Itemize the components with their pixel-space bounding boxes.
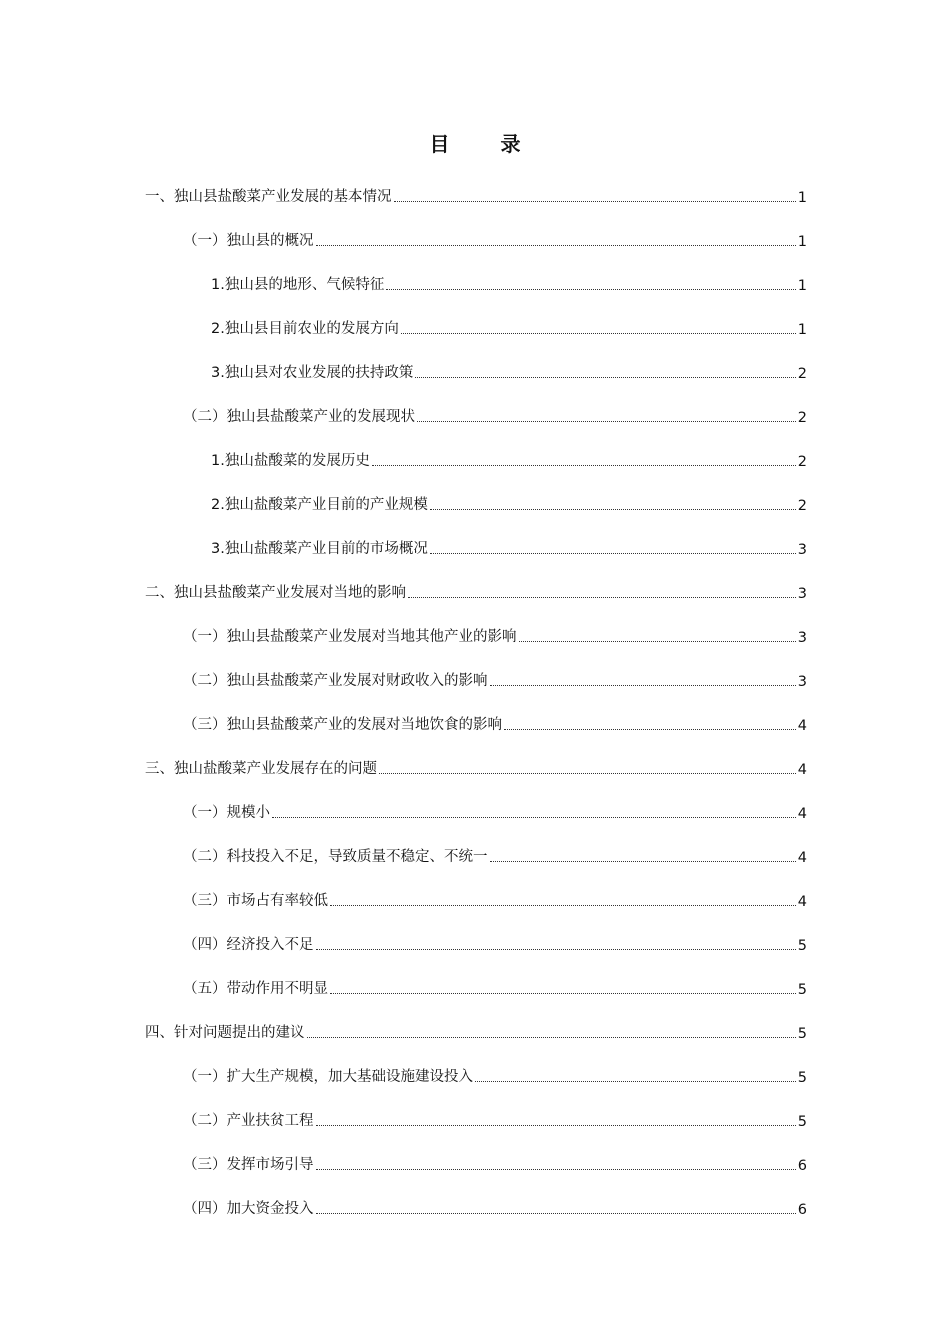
toc-entry[interactable]: [145, 1182, 807, 1226]
toc-entry[interactable]: [145, 830, 807, 874]
dot-leader: [415, 377, 795, 378]
toc-entry[interactable]: [145, 698, 807, 742]
toc-entry-text: （一）独山县盐酸菜产业发展对当地其他产业的影响: [183, 629, 517, 645]
toc-entry-page: 4: [797, 762, 807, 778]
toc-entry-text: （二）产业扶贫工程: [183, 1113, 314, 1129]
dot-leader: [504, 729, 796, 730]
toc-entry-text: 1.独山盐酸菜的发展历史: [211, 453, 370, 469]
dot-leader: [316, 949, 796, 950]
toc-entry-page: 1: [797, 278, 807, 294]
toc-entry-page: 4: [797, 718, 807, 734]
dot-leader: [316, 1125, 796, 1126]
toc-entry-page: 1: [797, 234, 807, 250]
toc-entry[interactable]: [145, 1094, 807, 1138]
toc-entry-text: 一、独山县盐酸菜产业发展的基本情况: [145, 189, 392, 205]
toc-entry-page: 5: [797, 938, 807, 954]
toc-entry-page: 3: [797, 630, 807, 646]
dot-leader: [519, 641, 796, 642]
toc-entry-page: 2: [797, 410, 807, 426]
dot-leader: [394, 201, 796, 202]
toc-entry[interactable]: [145, 1050, 807, 1094]
toc-entry-page: 3: [797, 674, 807, 690]
toc-entry-page: 5: [797, 1070, 807, 1086]
dot-leader: [379, 773, 796, 774]
toc-entry-text: （四）经济投入不足: [183, 937, 314, 953]
toc-entry-text: （三）发挥市场引导: [183, 1157, 314, 1173]
toc-entry-page: 5: [797, 1114, 807, 1130]
dot-leader: [386, 289, 795, 290]
dot-leader: [490, 861, 796, 862]
dot-leader: [272, 817, 796, 818]
toc-entry-page: 3: [797, 542, 807, 558]
toc-entry-text: （三）市场占有率较低: [183, 893, 328, 909]
toc-entry[interactable]: [145, 654, 807, 698]
toc-entry-text: 三、独山盐酸菜产业发展存在的问题: [145, 761, 377, 777]
dot-leader: [307, 1037, 796, 1038]
dot-leader: [316, 245, 796, 246]
toc-entry-text: 1.独山县的地形、气候特征: [211, 277, 385, 293]
toc-entry-text: （四）加大资金投入: [183, 1201, 314, 1217]
toc-entry[interactable]: [145, 302, 807, 346]
toc-entry-text: 四、针对问题提出的建议: [145, 1025, 305, 1041]
toc-entry-page: 1: [797, 190, 807, 206]
toc-entry-text: 3.独山盐酸菜产业目前的市场概况: [211, 541, 428, 557]
toc-entry[interactable]: [145, 742, 807, 786]
toc-entry-page: 5: [797, 982, 807, 998]
dot-leader: [475, 1081, 796, 1082]
toc-entry-text: （一）规模小: [183, 805, 270, 821]
dot-leader: [430, 553, 796, 554]
table-of-contents: [145, 170, 807, 1226]
dot-leader: [372, 465, 796, 466]
toc-entry-page: 1: [797, 322, 807, 338]
toc-entry-text: 二、独山县盐酸菜产业发展对当地的影响: [145, 585, 406, 601]
toc-entry-page: 2: [797, 498, 807, 514]
toc-entry-text: 2.独山盐酸菜产业目前的产业规模: [211, 497, 428, 513]
toc-entry-page: 2: [797, 366, 807, 382]
toc-entry[interactable]: [145, 170, 807, 214]
toc-entry-page: 3: [797, 586, 807, 602]
toc-entry[interactable]: [145, 434, 807, 478]
toc-entry-text: 2.独山县目前农业的发展方向: [211, 321, 399, 337]
dot-leader: [430, 509, 796, 510]
toc-entry-text: （三）独山县盐酸菜产业的发展对当地饮食的影响: [183, 717, 502, 733]
dot-leader: [401, 333, 796, 334]
dot-leader: [490, 685, 796, 686]
toc-entry-page: 4: [797, 850, 807, 866]
toc-entry-text: 3.独山县对农业发展的扶持政策: [211, 365, 414, 381]
toc-entry-text: （五）带动作用不明显: [183, 981, 328, 997]
toc-entry[interactable]: [145, 1006, 807, 1050]
toc-entry[interactable]: [145, 522, 807, 566]
toc-entry[interactable]: [145, 918, 807, 962]
toc-entry-text: （一）独山县的概况: [183, 233, 314, 249]
dot-leader: [316, 1169, 796, 1170]
toc-entry-text: （二）独山县盐酸菜产业的发展现状: [183, 409, 415, 425]
toc-entry-page: 6: [797, 1202, 807, 1218]
toc-entry[interactable]: [145, 874, 807, 918]
dot-leader: [417, 421, 796, 422]
toc-entry-page: 4: [797, 806, 807, 822]
toc-entry-text: （二）独山县盐酸菜产业发展对财政收入的影响: [183, 673, 488, 689]
page-title: 目 录: [429, 132, 543, 156]
toc-entry[interactable]: [145, 390, 807, 434]
toc-entry-page: 4: [797, 894, 807, 910]
toc-entry-page: 5: [797, 1026, 807, 1042]
toc-entry[interactable]: [145, 478, 807, 522]
toc-entry[interactable]: [145, 258, 807, 302]
dot-leader: [408, 597, 796, 598]
toc-entry[interactable]: [145, 346, 807, 390]
toc-entry-page: 6: [797, 1158, 807, 1174]
toc-entry-text: （二）科技投入不足，导致质量不稳定、不统一: [183, 849, 488, 865]
toc-entry[interactable]: [145, 1138, 807, 1182]
toc-entry[interactable]: [145, 610, 807, 654]
toc-entry[interactable]: [145, 962, 807, 1006]
toc-entry-page: 2: [797, 454, 807, 470]
toc-entry-text: （一）扩大生产规模，加大基础设施建设投入: [183, 1069, 473, 1085]
toc-entry[interactable]: [145, 566, 807, 610]
dot-leader: [316, 1213, 796, 1214]
toc-entry[interactable]: [145, 214, 807, 258]
toc-entry[interactable]: [145, 786, 807, 830]
dot-leader: [330, 993, 796, 994]
dot-leader: [330, 905, 796, 906]
